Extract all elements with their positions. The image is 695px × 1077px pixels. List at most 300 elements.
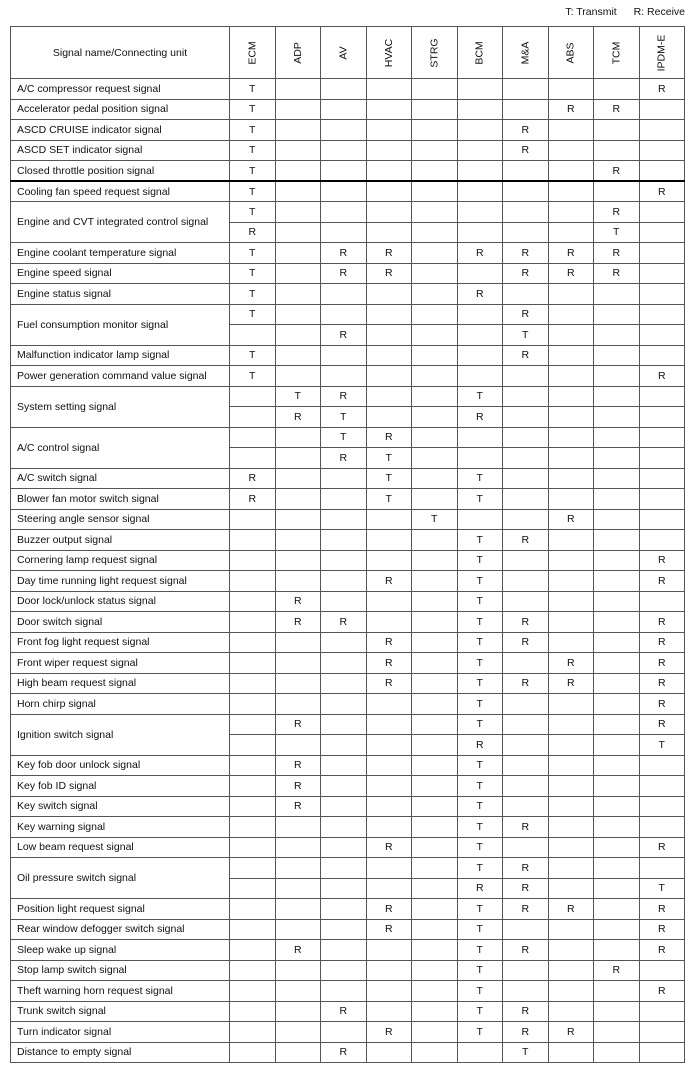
signal-cell: [594, 714, 640, 735]
signal-cell: [594, 509, 640, 530]
signal-cell: [412, 79, 458, 100]
signal-cell: [230, 653, 276, 674]
signal-cell: T: [457, 899, 503, 920]
signal-cell: [412, 366, 458, 387]
signal-cell: [321, 140, 367, 161]
signal-cell: R: [639, 694, 685, 715]
signal-cell: T: [457, 489, 503, 510]
signal-cell: [457, 99, 503, 120]
signal-cell: [503, 776, 549, 797]
table-row: [11, 817, 685, 838]
signal-name: Turn indicator signal: [11, 1022, 230, 1043]
signal-cell: [275, 202, 321, 223]
header-unit: [639, 27, 685, 79]
table-row: [11, 981, 685, 1002]
signal-cell: T: [457, 1001, 503, 1022]
signal-cell: T: [457, 530, 503, 551]
signal-cell: T: [230, 202, 276, 223]
signal-cell: [366, 386, 412, 407]
signal-cell: [639, 386, 685, 407]
signal-cell: R: [548, 1022, 594, 1043]
signal-cell: [594, 468, 640, 489]
signal-cell: T: [230, 140, 276, 161]
signal-name: Rear window defogger switch signal: [11, 919, 230, 940]
signal-cell: [321, 919, 367, 940]
signal-cell: [275, 858, 321, 879]
signal-name: Cooling fan speed request signal: [11, 181, 230, 202]
signal-cell: [548, 120, 594, 141]
signal-cell: [321, 1022, 367, 1043]
signal-name: Engine speed signal: [11, 263, 230, 284]
header-unit-label: TCM: [610, 41, 623, 64]
signal-cell: [412, 489, 458, 510]
signal-cell: [639, 161, 685, 182]
signal-cell: [275, 468, 321, 489]
signal-cell: [321, 489, 367, 510]
signal-cell: [639, 1042, 685, 1063]
table-row: [11, 776, 685, 797]
signal-name: A/C control signal: [11, 427, 230, 468]
table-row: [11, 796, 685, 817]
table-row: [11, 960, 685, 981]
signal-cell: [639, 222, 685, 243]
signal-name: Low beam request signal: [11, 837, 230, 858]
signal-cell: [230, 858, 276, 879]
signal-cell: [639, 284, 685, 305]
signal-cell: [321, 591, 367, 612]
signal-cell: [230, 735, 276, 756]
signal-cell: [548, 489, 594, 510]
table-row: [11, 1042, 685, 1063]
signal-cell: [639, 325, 685, 346]
signal-cell: R: [594, 161, 640, 182]
signal-cell: [321, 550, 367, 571]
signal-cell: [412, 181, 458, 202]
signal-cell: [594, 612, 640, 633]
signal-cell: [366, 181, 412, 202]
signal-cell: [457, 366, 503, 387]
signal-cell: R: [366, 1022, 412, 1043]
signal-cell: R: [230, 222, 276, 243]
signal-cell: R: [275, 591, 321, 612]
signal-cell: [639, 263, 685, 284]
signal-cell: [639, 345, 685, 366]
signal-cell: [366, 407, 412, 428]
table-row: [11, 489, 685, 510]
signal-cell: T: [457, 550, 503, 571]
signal-cell: [548, 140, 594, 161]
signal-cell: [594, 79, 640, 100]
signal-cell: [412, 120, 458, 141]
table-row: [11, 120, 685, 141]
signal-cell: [321, 796, 367, 817]
signal-cell: [548, 468, 594, 489]
signal-cell: [366, 284, 412, 305]
signal-cell: [503, 386, 549, 407]
signal-cell: T: [230, 120, 276, 141]
signal-cell: [594, 1022, 640, 1043]
signal-cell: T: [457, 981, 503, 1002]
signal-cell: [594, 1042, 640, 1063]
signal-cell: [230, 673, 276, 694]
signal-cell: T: [639, 878, 685, 899]
signal-cell: [321, 468, 367, 489]
signal-cell: R: [639, 899, 685, 920]
signal-cell: R: [548, 263, 594, 284]
signal-cell: [321, 161, 367, 182]
signal-cell: T: [457, 776, 503, 797]
signal-cell: [594, 632, 640, 653]
signal-cell: [594, 981, 640, 1002]
signal-cell: [503, 468, 549, 489]
header-unit: [321, 27, 367, 79]
signal-cell: R: [366, 427, 412, 448]
signal-cell: [366, 735, 412, 756]
signal-cell: [230, 427, 276, 448]
signal-cell: [321, 858, 367, 879]
signal-cell: [594, 673, 640, 694]
table-row: [11, 653, 685, 674]
signal-cell: [503, 79, 549, 100]
signal-cell: [275, 571, 321, 592]
table-row: [11, 284, 685, 305]
table-row: [11, 509, 685, 530]
signal-cell: T: [457, 837, 503, 858]
signal-cell: [457, 181, 503, 202]
signal-cell: [275, 79, 321, 100]
signal-cell: T: [230, 161, 276, 182]
signal-cell: [503, 181, 549, 202]
signal-cell: [594, 776, 640, 797]
signal-cell: T: [230, 345, 276, 366]
signal-cell: [548, 858, 594, 879]
header-unit: [275, 27, 321, 79]
signal-cell: [230, 1042, 276, 1063]
signal-cell: [639, 858, 685, 879]
signal-cell: [412, 407, 458, 428]
signal-name: Key fob ID signal: [11, 776, 230, 797]
legend-transmit: T: Transmit: [565, 6, 617, 18]
signal-cell: [503, 919, 549, 940]
signal-cell: [321, 653, 367, 674]
signal-cell: [503, 222, 549, 243]
signal-cell: [275, 919, 321, 940]
table-row: [11, 202, 685, 223]
signal-cell: [366, 509, 412, 530]
signal-cell: [457, 79, 503, 100]
signal-name: Front wiper request signal: [11, 653, 230, 674]
signal-cell: [412, 304, 458, 325]
signal-cell: [503, 509, 549, 530]
signal-cell: R: [503, 878, 549, 899]
signal-cell: T: [321, 427, 367, 448]
signal-cell: [412, 468, 458, 489]
signal-cell: R: [321, 243, 367, 264]
signal-cell: [230, 919, 276, 940]
signal-cell: [412, 981, 458, 1002]
signal-cell: [275, 981, 321, 1002]
signal-cell: [230, 550, 276, 571]
signal-cell: R: [321, 448, 367, 469]
table-row: [11, 1001, 685, 1022]
signal-cell: R: [321, 1001, 367, 1022]
signal-cell: R: [366, 837, 412, 858]
signal-cell: T: [230, 304, 276, 325]
signal-cell: [230, 591, 276, 612]
signal-cell: [321, 366, 367, 387]
signal-cell: [548, 776, 594, 797]
signal-cell: R: [321, 263, 367, 284]
signal-cell: [275, 653, 321, 674]
header-unit: [412, 27, 458, 79]
signal-cell: [366, 161, 412, 182]
signal-cell: [503, 202, 549, 223]
signal-cell: [548, 304, 594, 325]
table-row: [11, 181, 685, 202]
signal-cell: [321, 714, 367, 735]
header-signal-name: Signal name/Connecting unit: [11, 27, 230, 79]
signal-name: Engine coolant temperature signal: [11, 243, 230, 264]
signal-cell: [366, 530, 412, 551]
signal-cell: [412, 1022, 458, 1043]
signal-cell: [230, 817, 276, 838]
signal-cell: R: [321, 386, 367, 407]
header-unit: [457, 27, 503, 79]
signal-cell: [366, 202, 412, 223]
table-row: [11, 591, 685, 612]
signal-cell: R: [503, 817, 549, 838]
signal-cell: [321, 940, 367, 961]
signal-cell: R: [230, 489, 276, 510]
signal-cell: R: [594, 263, 640, 284]
signal-cell: [366, 99, 412, 120]
signal-cell: [412, 837, 458, 858]
signal-cell: [275, 694, 321, 715]
signal-cell: R: [275, 796, 321, 817]
signal-cell: [412, 222, 458, 243]
signal-cell: [275, 489, 321, 510]
signal-cell: R: [275, 714, 321, 735]
signal-cell: R: [594, 99, 640, 120]
signal-cell: [412, 161, 458, 182]
signal-cell: [275, 99, 321, 120]
signal-cell: [412, 243, 458, 264]
signal-name: A/C switch signal: [11, 468, 230, 489]
signal-cell: T: [230, 181, 276, 202]
signal-name: Trunk switch signal: [11, 1001, 230, 1022]
signal-cell: [275, 325, 321, 346]
signal-cell: [412, 858, 458, 879]
signal-cell: [366, 960, 412, 981]
signal-cell: [503, 550, 549, 571]
signal-cell: R: [503, 345, 549, 366]
signal-cell: [594, 407, 640, 428]
table-row: [11, 714, 685, 735]
signal-cell: R: [503, 899, 549, 920]
signal-cell: [275, 960, 321, 981]
signal-cell: [412, 284, 458, 305]
signal-name: Accelerator pedal position signal: [11, 99, 230, 120]
signal-cell: [275, 550, 321, 571]
signal-cell: R: [503, 632, 549, 653]
signal-cell: [230, 509, 276, 530]
table-row: [11, 386, 685, 407]
signal-cell: [412, 1042, 458, 1063]
signal-cell: [503, 694, 549, 715]
signal-cell: [594, 489, 640, 510]
signal-cell: [457, 325, 503, 346]
signal-cell: [366, 120, 412, 141]
signal-cell: [548, 714, 594, 735]
header-unit-label: M&A: [519, 41, 532, 64]
signal-cell: [503, 796, 549, 817]
signal-cell: [639, 509, 685, 530]
signal-cell: [230, 878, 276, 899]
header-unit: [366, 27, 412, 79]
signal-cell: [321, 120, 367, 141]
signal-cell: [230, 776, 276, 797]
signal-cell: [503, 571, 549, 592]
signal-cell: R: [639, 612, 685, 633]
signal-cell: T: [230, 243, 276, 264]
signal-cell: [275, 632, 321, 653]
signal-cell: R: [503, 940, 549, 961]
signal-cell: [412, 202, 458, 223]
signal-cell: T: [639, 735, 685, 756]
signal-cell: [548, 694, 594, 715]
signal-cell: [594, 304, 640, 325]
signal-cell: [230, 407, 276, 428]
signal-cell: [275, 140, 321, 161]
signal-cell: [503, 714, 549, 735]
signal-cell: [548, 325, 594, 346]
signal-cell: [366, 325, 412, 346]
signal-cell: [412, 591, 458, 612]
signal-cell: R: [548, 673, 594, 694]
signal-cell: [639, 1022, 685, 1043]
signal-cell: R: [639, 653, 685, 674]
signal-cell: [321, 735, 367, 756]
signal-cell: [594, 550, 640, 571]
signal-cell: [594, 940, 640, 961]
signal-cell: [639, 796, 685, 817]
signal-cell: [639, 140, 685, 161]
signal-cell: [366, 940, 412, 961]
signal-cell: [275, 366, 321, 387]
table-row: [11, 755, 685, 776]
signal-cell: [275, 284, 321, 305]
signal-cell: [548, 407, 594, 428]
table-row: [11, 263, 685, 284]
signal-cell: [412, 1001, 458, 1022]
signal-cell: R: [366, 571, 412, 592]
signal-cell: [594, 653, 640, 674]
signal-table: [10, 26, 685, 1063]
signal-cell: R: [503, 612, 549, 633]
header-unit: [594, 27, 640, 79]
signal-cell: [412, 714, 458, 735]
signal-cell: [366, 612, 412, 633]
signal-cell: [321, 304, 367, 325]
signal-cell: [412, 571, 458, 592]
signal-cell: [594, 694, 640, 715]
signal-cell: T: [412, 509, 458, 530]
signal-cell: R: [503, 1022, 549, 1043]
signal-cell: [275, 304, 321, 325]
signal-cell: [503, 735, 549, 756]
signal-cell: [594, 591, 640, 612]
signal-cell: R: [594, 960, 640, 981]
signal-name: Power generation command value signal: [11, 366, 230, 387]
signal-name: Theft warning horn request signal: [11, 981, 230, 1002]
signal-name: Front fog light request signal: [11, 632, 230, 653]
signal-cell: [548, 632, 594, 653]
table-body: [11, 79, 685, 1063]
signal-cell: T: [457, 386, 503, 407]
signal-cell: [548, 222, 594, 243]
signal-cell: [457, 120, 503, 141]
signal-cell: [321, 755, 367, 776]
signal-cell: [548, 960, 594, 981]
table-row: [11, 899, 685, 920]
signal-cell: [366, 345, 412, 366]
signal-cell: T: [594, 222, 640, 243]
signal-cell: R: [275, 407, 321, 428]
signal-cell: [275, 530, 321, 551]
header-unit-label: BCM: [473, 40, 486, 65]
signal-cell: [321, 571, 367, 592]
signal-name: Horn chirp signal: [11, 694, 230, 715]
signal-cell: [548, 591, 594, 612]
signal-cell: [594, 427, 640, 448]
signal-cell: [594, 858, 640, 879]
signal-cell: [230, 837, 276, 858]
signal-name: Ignition switch signal: [11, 714, 230, 755]
table-row: [11, 632, 685, 653]
signal-cell: [639, 202, 685, 223]
signal-cell: [457, 263, 503, 284]
signal-cell: [275, 899, 321, 920]
signal-cell: T: [366, 489, 412, 510]
signal-cell: R: [321, 1042, 367, 1063]
signal-cell: [548, 735, 594, 756]
table-row: [11, 345, 685, 366]
signal-cell: [503, 427, 549, 448]
signal-cell: [412, 919, 458, 940]
signal-cell: [639, 99, 685, 120]
signal-cell: [639, 960, 685, 981]
signal-cell: [457, 1042, 503, 1063]
signal-cell: [594, 837, 640, 858]
signal-cell: [639, 304, 685, 325]
signal-cell: [548, 878, 594, 899]
table-row: [11, 243, 685, 264]
table-row: [11, 673, 685, 694]
table-row: [11, 940, 685, 961]
table-row: [11, 571, 685, 592]
signal-cell: [275, 837, 321, 858]
signal-name: Door switch signal: [11, 612, 230, 633]
signal-cell: [275, 509, 321, 530]
signal-cell: [639, 817, 685, 838]
signal-cell: [457, 448, 503, 469]
signal-cell: [594, 919, 640, 940]
signal-cell: [412, 427, 458, 448]
signal-cell: [503, 591, 549, 612]
signal-cell: R: [457, 735, 503, 756]
signal-cell: R: [639, 181, 685, 202]
signal-cell: R: [548, 509, 594, 530]
